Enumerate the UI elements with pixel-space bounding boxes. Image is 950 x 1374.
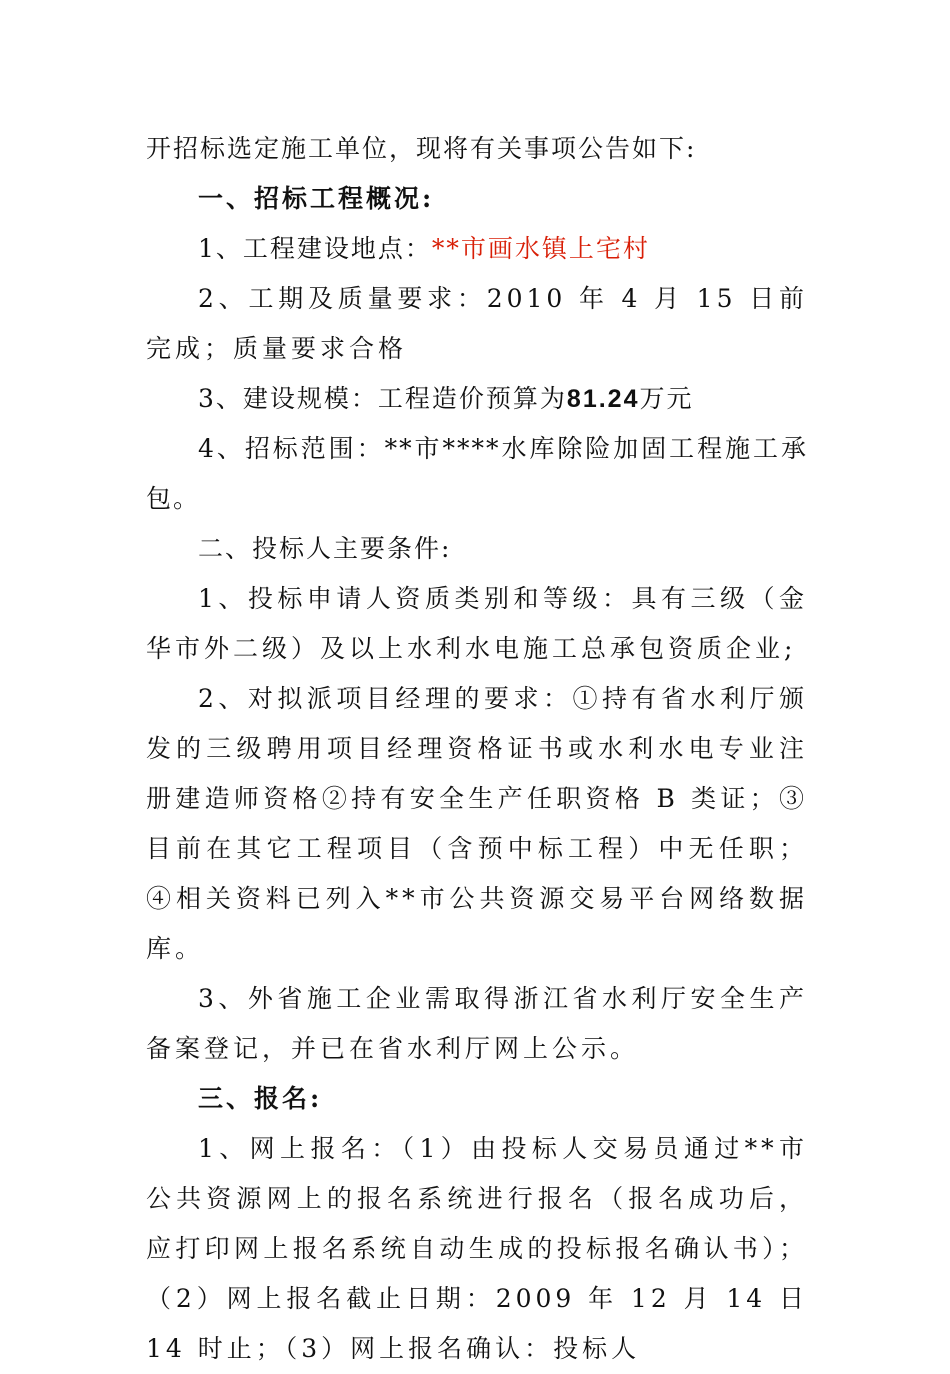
item-location-label: 1、工程建设地点： (198, 234, 432, 263)
section-heading-1: 一、招标工程概况: (198, 184, 435, 213)
condition-out-of-province: 3、外省施工企业需取得浙江省水利厅安全生产备案登记，并已在省水利厅网上公示。 (146, 984, 808, 1063)
item-location-value: **市画水镇上宅村 (431, 234, 650, 263)
item-location (146, 224, 808, 274)
item-scale-suffix: 万元 (639, 384, 694, 413)
section-heading-2: 二、投标人主要条件: (198, 534, 452, 563)
registration-online: 1、网上报名：（1）由投标人交易员通过**市公共资源网上的报名系统进行报名（报名成功后，应打印网上报名系统自动生成的投标报名确认书）；（2）网上报名截止日期：2009 年 12 月 14 日 14 时止；（3）网上报名确认：投标人 (146, 1134, 808, 1363)
condition-project-manager: 2、对拟派项目经理的要求：①持有省水利厅颁发的三级聘用项目经理资格证书或水利水电专业注册建造师资格②持有安全生产任职资格 B 类证；③目前在其它工程项目（含预中标工程）中无任职；④相关资料已列入**市公共资源交易平台网络数据库。 (146, 684, 808, 963)
item-scale-prefix: 3、建设规模：工程造价预算为 (198, 384, 567, 413)
intro-line: 开招标选定施工单位，现将有关事项公告如下: (146, 134, 697, 163)
condition-qualification: 1、投标申请人资质类别和等级：具有三级（金华市外二级）及以上水利水电施工总承包资质企业; (146, 584, 808, 663)
item-scale (146, 374, 808, 424)
section-heading-3: 三、报名: (198, 1084, 323, 1113)
item-schedule-quality: 2、工期及质量要求：2010 年 4 月 15 日前完成；质量要求合格 (146, 284, 808, 363)
item-scope: 4、招标范围：**市****水库除险加固工程施工承包。 (146, 434, 808, 513)
item-scale-amount: 81.24 (566, 385, 640, 413)
document-body (146, 124, 808, 1374)
